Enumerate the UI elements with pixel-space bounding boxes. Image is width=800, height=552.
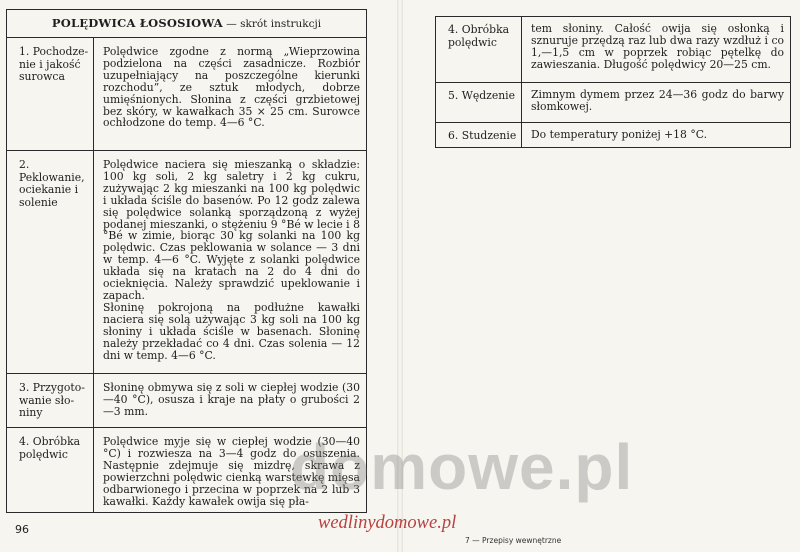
step-label-4 (7, 428, 94, 513)
label-line: wanie sło- (19, 393, 75, 407)
table-row (7, 38, 367, 151)
label-line: 4. Obróbka (19, 435, 81, 448)
table-row (436, 17, 791, 83)
label-line: polędwic (19, 447, 68, 461)
step-text-5: Zimnym dymem przez 24—36 godz do barwy słomkowej. (522, 83, 791, 123)
label-line: 6. Studzenie (448, 129, 517, 142)
label-line: surowca (19, 70, 65, 84)
instruction-table-right (435, 16, 791, 148)
step-text-2 (94, 151, 367, 374)
label-line: 3. Przygoto- (19, 381, 85, 394)
step-text-1 (94, 38, 367, 151)
label-line: 4. Obróbka (448, 23, 510, 36)
step-paragraph: Polędwice naciera się mieszanką o składzie: 100 kg soli, 2 kg saletry i 2 kg cukru, zużywając 2 kg mieszanki na 100 kg polędwic i układa ściśle do basenów. Po 12 godz zalewa się polędwice solanką sporządzoną z wyżej podanej mieszanki, o stężeniu 9 °Bé w lecie i 8 °Bé w zimie, biorąc 30 kg solanki na 100 kg polędwic. Czas peklowania w solance — 3 dni w temp. 4—6 °C. Wyjęte z solanki polędwice układa się na kratach na 2 do 4 dni do ocieknięcia. Należy sprawdzić upeklowanie i zapach. (103, 158, 360, 302)
step-label-6 (436, 123, 522, 148)
step-text: Polędwice zgodne z normą „Wieprzowina podzielona na części zasadnicze. Rozbiór uzupełniający na poszczególne kierunki rozchodu”, ze sztuk młodych, dobrze umięśnionych. Słonina z części grzbietowej bez skóry, w kawałkach 35 × 25 cm. Surowce ochłodzone do temp. 4—6 °C. (103, 45, 360, 130)
step-label-5 (436, 83, 522, 123)
label-line: 5. Wędzenie (448, 89, 516, 102)
table-title (7, 10, 367, 38)
footer-note: 7 — Przepisy wewnętrzne (465, 536, 562, 545)
step-text-3 (94, 374, 367, 428)
table-row (7, 151, 367, 374)
label-line: 1. Pochodze- (19, 45, 89, 58)
step-text: Słoninę obmywa się z soli w ciepłej wodzie (30—40 °C), osusza i kraje na płaty o grubości 2—3 mm. (103, 381, 360, 418)
table-row (7, 374, 367, 428)
table-row (436, 123, 791, 148)
step-text-6: Do temperatury poniżej +18 °C. (522, 123, 791, 148)
site-url: wedlinydomowe.pl (318, 513, 457, 533)
page-number: 96 (15, 523, 29, 536)
label-line: niny (19, 406, 43, 420)
step-label-2 (7, 151, 94, 374)
step-paragraph: Słoninę pokrojoną na podłużne kawałki naciera się solą używając 3 kg soli na 100 kg słoniny i układa ściśle w basenach. Słoninę należy przekładać co 4 dni. Czas solenia — 12 dni w temp. 4—6 °C. (103, 300, 360, 362)
table-row (436, 83, 791, 123)
label-line: solenie (19, 195, 58, 209)
step-label-4-cont (436, 17, 522, 83)
title-main: POLĘDWICA ŁOSOSIOWA (51, 16, 223, 30)
label-line: 2. Peklowanie, (19, 158, 85, 184)
watermark: domowe.pl (290, 431, 634, 503)
step-text: Polędwice myje się w ciepłej wodzie (30—40 °C) i rozwiesza na 3—4 godz do osuszenia. Następnie zdejmuje się mizdrę, skrawa z powierzchni polędwic cienką warstewkę mięsa odbarwionego i przecina w poprzek na 2 lub 3 kawałki. Każdy kawałek owija się pła- (103, 435, 360, 508)
step-text-4-cont: tem słoniny. Całość owija się osłonką i sznuruje przędzą raz lub dwa razy wzdłuż i co 1,—1,5 cm w poprzek robiąc pętelkę do zawieszania. Długość polędwicy 20—25 cm. (522, 17, 791, 83)
label-line: polędwic (448, 35, 497, 49)
step-label-3 (7, 374, 94, 428)
step-label-1 (7, 38, 94, 151)
table-title-row (7, 10, 367, 38)
label-line: nie i jakość (19, 57, 81, 71)
title-subtitle: — skrót instrukcji (222, 18, 322, 30)
label-line: ociekanie i (19, 183, 79, 197)
